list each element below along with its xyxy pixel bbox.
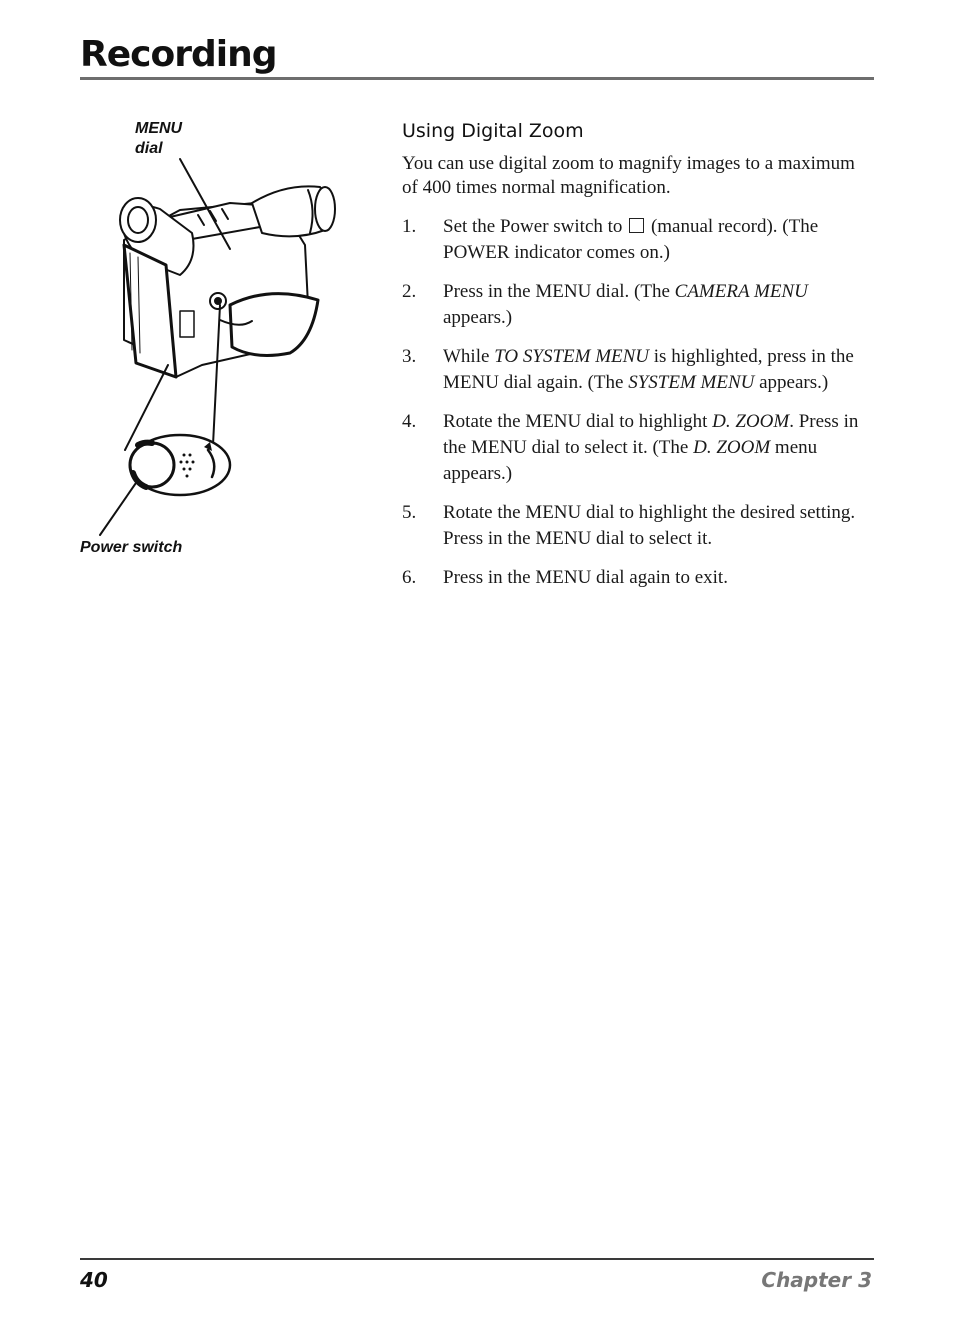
step-2: 2. Press in the MENU dial. (The CAMERA MENU appears.) — [402, 281, 808, 328]
menu-dial-label: MENU dial — [135, 120, 183, 157]
step-3: 3. While TO SYSTEM MENU is highlighted, press in the MENU dial again. (The SYSTEM MENU appears.) — [402, 346, 854, 393]
title-divider — [80, 77, 874, 80]
step-5: 5. Rotate the MENU dial to highlight the desired setting. Press in the MENU dial to select it. — [402, 502, 856, 549]
page-title: Recording — [80, 34, 277, 75]
chapter-label: Chapter 3 — [761, 1268, 872, 1292]
main-content — [402, 118, 872, 604]
step-4: 4. Rotate the MENU dial to highlight D. ZOOM. Press in the MENU dial to select it. (The D. ZOOM menu appears.) — [402, 411, 859, 484]
footer-divider — [80, 1258, 874, 1260]
step-1: 1. Set the Power switch to (manual record). (The POWER indicator comes on.) — [402, 216, 819, 263]
page-number: 40 — [80, 1268, 108, 1292]
intro-paragraph: You can use digital zoom to magnify images to a maximum of 400 times normal magnification. — [402, 153, 855, 198]
manual-record-icon — [629, 218, 644, 233]
power-switch-label: Power switch — [80, 539, 183, 556]
step-6: 6. Press in the MENU dial again to exit. — [402, 567, 728, 588]
steps-list — [402, 214, 872, 591]
camcorder-figure — [80, 115, 380, 565]
section-heading: Using Digital Zoom — [402, 120, 584, 142]
camcorder-illustration — [80, 115, 380, 565]
